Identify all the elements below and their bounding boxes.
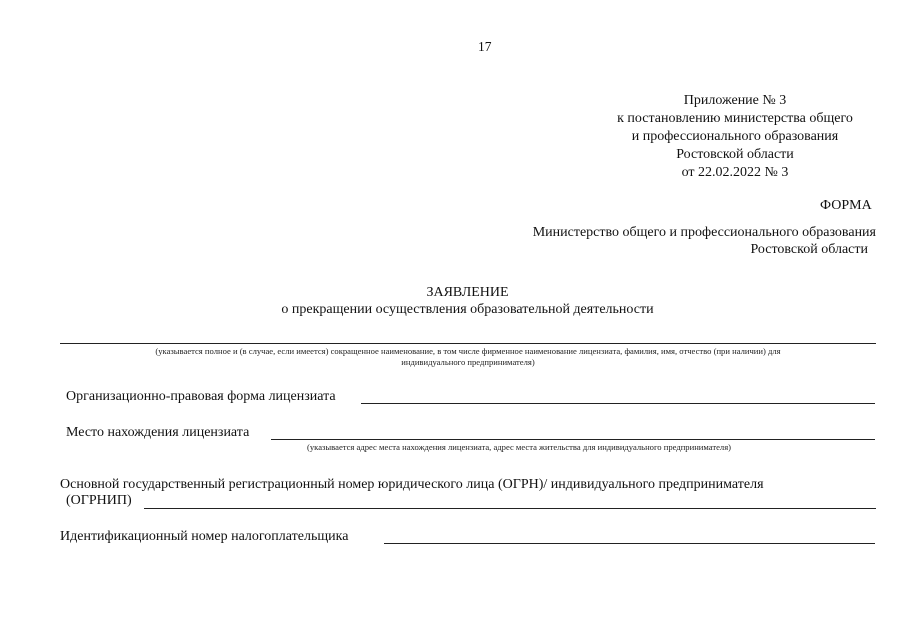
- form-label: ФОРМА: [820, 198, 872, 213]
- document-title: ЗАЯВЛЕНИЕ: [426, 285, 509, 300]
- ogrn-label-line-1: Основной государственный регистрационный номер юридического лица (ОГРН)/ индивидуального предпринимателя: [60, 477, 764, 492]
- location-hint: (указывается адрес места нахождения лицензиата, адрес места жительства для индивидуального предпринимателя): [307, 442, 732, 452]
- appendix-line-5: от 22.02.2022 № 3: [681, 165, 789, 180]
- licensee-name-hint-2: индивидуального предпринимателя): [401, 357, 535, 367]
- licensee-name-field[interactable]: [60, 343, 876, 344]
- appendix-line-3: и профессионального образования: [631, 129, 839, 144]
- location-label: Место нахождения лицензиата: [66, 425, 250, 440]
- inn-label: Идентификационный номер налогоплательщика: [60, 529, 349, 544]
- legal-form-field[interactable]: [361, 403, 875, 404]
- ministry-line-2: Ростовской области: [750, 242, 868, 257]
- appendix-line-4: Ростовской области: [676, 147, 794, 162]
- inn-field[interactable]: [384, 543, 875, 544]
- appendix-line-1: Приложение № 3: [683, 93, 787, 108]
- page-number: 17: [478, 39, 492, 54]
- appendix-block: [590, 92, 880, 182]
- ogrn-field[interactable]: [144, 508, 876, 509]
- location-field[interactable]: [271, 439, 875, 440]
- licensee-name-hint-1: (указывается полное и (в случае, если имеется) сокращенное наименование, в том числе фирменное наименование лицензиата, фамилия, имя, отчество (при наличии) для: [155, 346, 781, 356]
- appendix-line-2: к постановлению министерства общего: [617, 111, 853, 126]
- legal-form-label: Организационно-правовая форма лицензиата: [66, 389, 336, 404]
- document-subtitle: о прекращении осуществления образовательной деятельности: [281, 302, 654, 317]
- ministry-line-1: Министерство общего и профессионального образования: [532, 225, 876, 240]
- ogrn-label-line-2: (ОГРНИП): [66, 493, 132, 508]
